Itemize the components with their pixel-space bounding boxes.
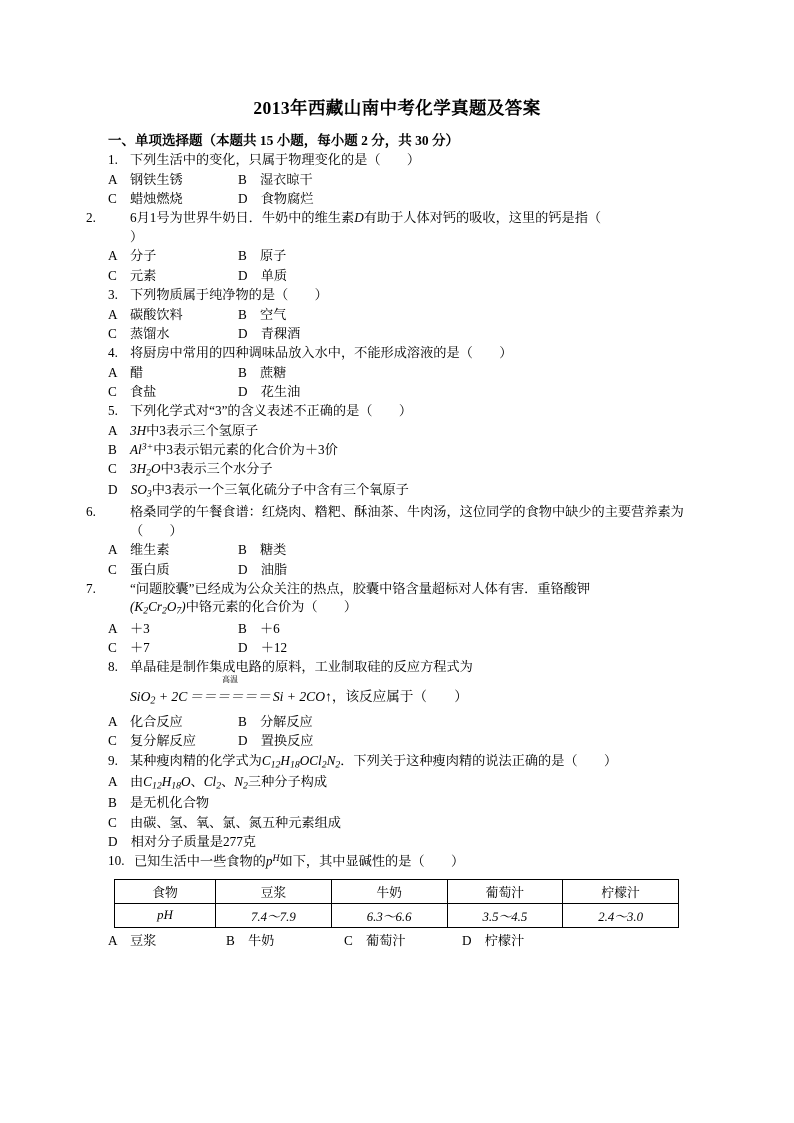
question-3-stem: 3. 下列物质属于纯净物的是（ ） [108,286,328,302]
option-b[interactable]: B 分解反应 [238,714,313,730]
question-6-stem: 6. 格桑同学的午餐食谱：红烧肉、糌粑、酥油茶、牛肉汤，这位同学的食物中缺少的主要营养素为（ ） [86,504,684,538]
option-c[interactable]: C 葡萄汁 [344,933,406,949]
table-header-ph: pH [115,904,216,928]
question-10-stem: 10. 已知生活中一些食物的$p^H$如下，其中显碱性的是（ ） [108,852,465,869]
option-b[interactable]: B 蔗糖 [238,364,287,380]
question-4 [108,344,686,401]
option-b[interactable]: B 牛奶 [226,933,275,949]
section-heading: 一、单项选择题（本题共 15 小题，每小题 2 分，共 30 分） [108,133,459,148]
table-row [115,880,679,904]
option-c[interactable]: C 由碳、氢、氧、氯、氮五种元素组成 [108,814,341,830]
question-8-equation: SiO$_2$ + 2C 高温 ＝＝＝＝＝＝ Si + 2CO↑，该反应属于（ ） [130,674,468,707]
option-b[interactable]: B 空气 [238,306,287,322]
ph-table [114,879,679,928]
option-d[interactable]: D 青稞酒 [238,325,301,341]
question-7 [86,580,686,657]
question-2-stem-cont: ） [130,228,144,244]
option-a[interactable]: A 醋 [108,364,144,380]
option-d[interactable]: D $SO_3$中3表示一个三氧化硫分子中含有三个氧原子 [108,482,409,500]
question-4-stem: 4. 将厨房中常用的四种调味品放入水中，不能形成溶液的是（ ） [108,344,513,360]
question-6 [86,503,686,579]
question-8-stem: 8. 单晶硅是制作集成电路的原料，工业制取硅的反应方程式为 [108,659,473,675]
table-cell: 牛奶 [331,880,447,904]
table-cell: 2.4～3.0 [563,904,679,928]
option-b[interactable]: B 是无机化合物 [108,795,210,811]
table-header-food: 食物 [115,880,216,904]
question-3 [108,286,686,343]
question-5-stem: 5. 下列化学式对“3”的含义表述不正确的是（ ） [108,402,413,418]
option-b[interactable]: B 糖类 [238,542,287,558]
question-8 [108,658,686,751]
option-c[interactable]: C 蒸馏水 [108,325,170,341]
question-1-options [108,170,686,208]
option-a[interactable]: A 维生素 [108,542,170,558]
option-c[interactable]: C 元素 [108,267,157,283]
question-3-options [108,305,686,343]
question-9 [108,752,686,851]
option-d[interactable]: D 油脂 [238,561,288,577]
question-2 [86,209,686,285]
option-a[interactable]: A 化合反应 [108,714,183,730]
question-5-options [108,421,686,502]
question-8-options [108,712,686,750]
page-title: 2013年西藏山南中考化学真题及答案 [253,98,541,118]
question-9-stem: 9. 某种瘦肉精的化学式为$C_{12}H_{18}OCl_2N_2$．下列关于这种瘦肉精的说法正确的是（ ） [108,752,618,771]
question-2-options [108,246,686,284]
question-10-options [108,931,686,950]
option-c[interactable]: C 复分解反应 [108,733,196,749]
option-d[interactable]: D 柠檬汁 [462,933,525,949]
option-d[interactable]: D 相对分子质量是277克 [108,833,256,849]
table-cell: 6.3～6.6 [331,904,447,928]
table-cell: 3.5～4.5 [447,904,563,928]
option-b[interactable]: B ＋6 [238,620,280,636]
table-cell: 柠檬汁 [563,880,679,904]
option-c[interactable]: C $3H_2O$中3表示三个水分子 [108,460,273,479]
option-a[interactable]: A 3H中3表示三个氢原子 [108,422,259,438]
option-d[interactable]: D 花生油 [238,383,301,399]
table-cell: 豆浆 [216,880,332,904]
question-7-stem-cont: $(K_2Cr_2O_7)$中铬元素的化合价为（ ） [130,599,358,617]
question-7-options [108,619,686,657]
option-c[interactable]: C ＋7 [108,639,150,655]
question-6-options [108,540,686,578]
option-a[interactable]: A 分子 [108,248,157,264]
question-7-stem: 7. “问题胶囊”已经成为公众关注的热点，胶囊中铬含量超标对人体有害．重铬酸钾 [86,580,591,596]
option-a[interactable]: A 豆浆 [108,933,157,949]
question-2-stem: 2. 6月1号为世界牛奶日．牛奶中的维生素D有助于人体对钙的吸收，这里的钙是指（ [86,210,602,226]
table-cell: 葡萄汁 [447,880,563,904]
option-a[interactable]: A 由$C_{12}H_{18}O$、$Cl_2$、$N_2$三种分子构成 [108,773,328,792]
option-b[interactable]: B 原子 [238,248,287,264]
option-b[interactable]: B 湿衣晾干 [238,171,313,187]
question-1 [108,151,686,208]
question-1-stem: 1. 下列生活中的变化，只属于物理变化的是（ ） [108,152,421,167]
option-a[interactable]: A 碳酸饮料 [108,306,183,322]
option-d[interactable]: D 置换反应 [238,733,314,749]
option-a[interactable]: A 钢铁生锈 [108,171,183,187]
question-5 [108,402,686,502]
option-c[interactable]: C 蛋白质 [108,561,170,577]
option-d[interactable]: D ＋12 [238,639,288,655]
question-4-options [108,363,686,401]
option-b[interactable]: B $Al^{3+}$中3表示铝元素的化合价为＋3价 [108,441,338,457]
question-10 [108,852,686,950]
option-c[interactable]: C 食盐 [108,383,157,399]
option-d[interactable]: D 食物腐烂 [238,190,314,206]
table-row [115,904,679,928]
option-c[interactable]: C 蜡烛燃烧 [108,190,183,206]
option-a[interactable]: A ＋3 [108,620,150,636]
reaction-condition-high-temp: 高温 ＝＝＝＝＝＝ [189,674,271,704]
table-cell: 7.4～7.9 [216,904,332,928]
option-d[interactable]: D 单质 [238,267,288,283]
question-9-options [108,772,686,851]
